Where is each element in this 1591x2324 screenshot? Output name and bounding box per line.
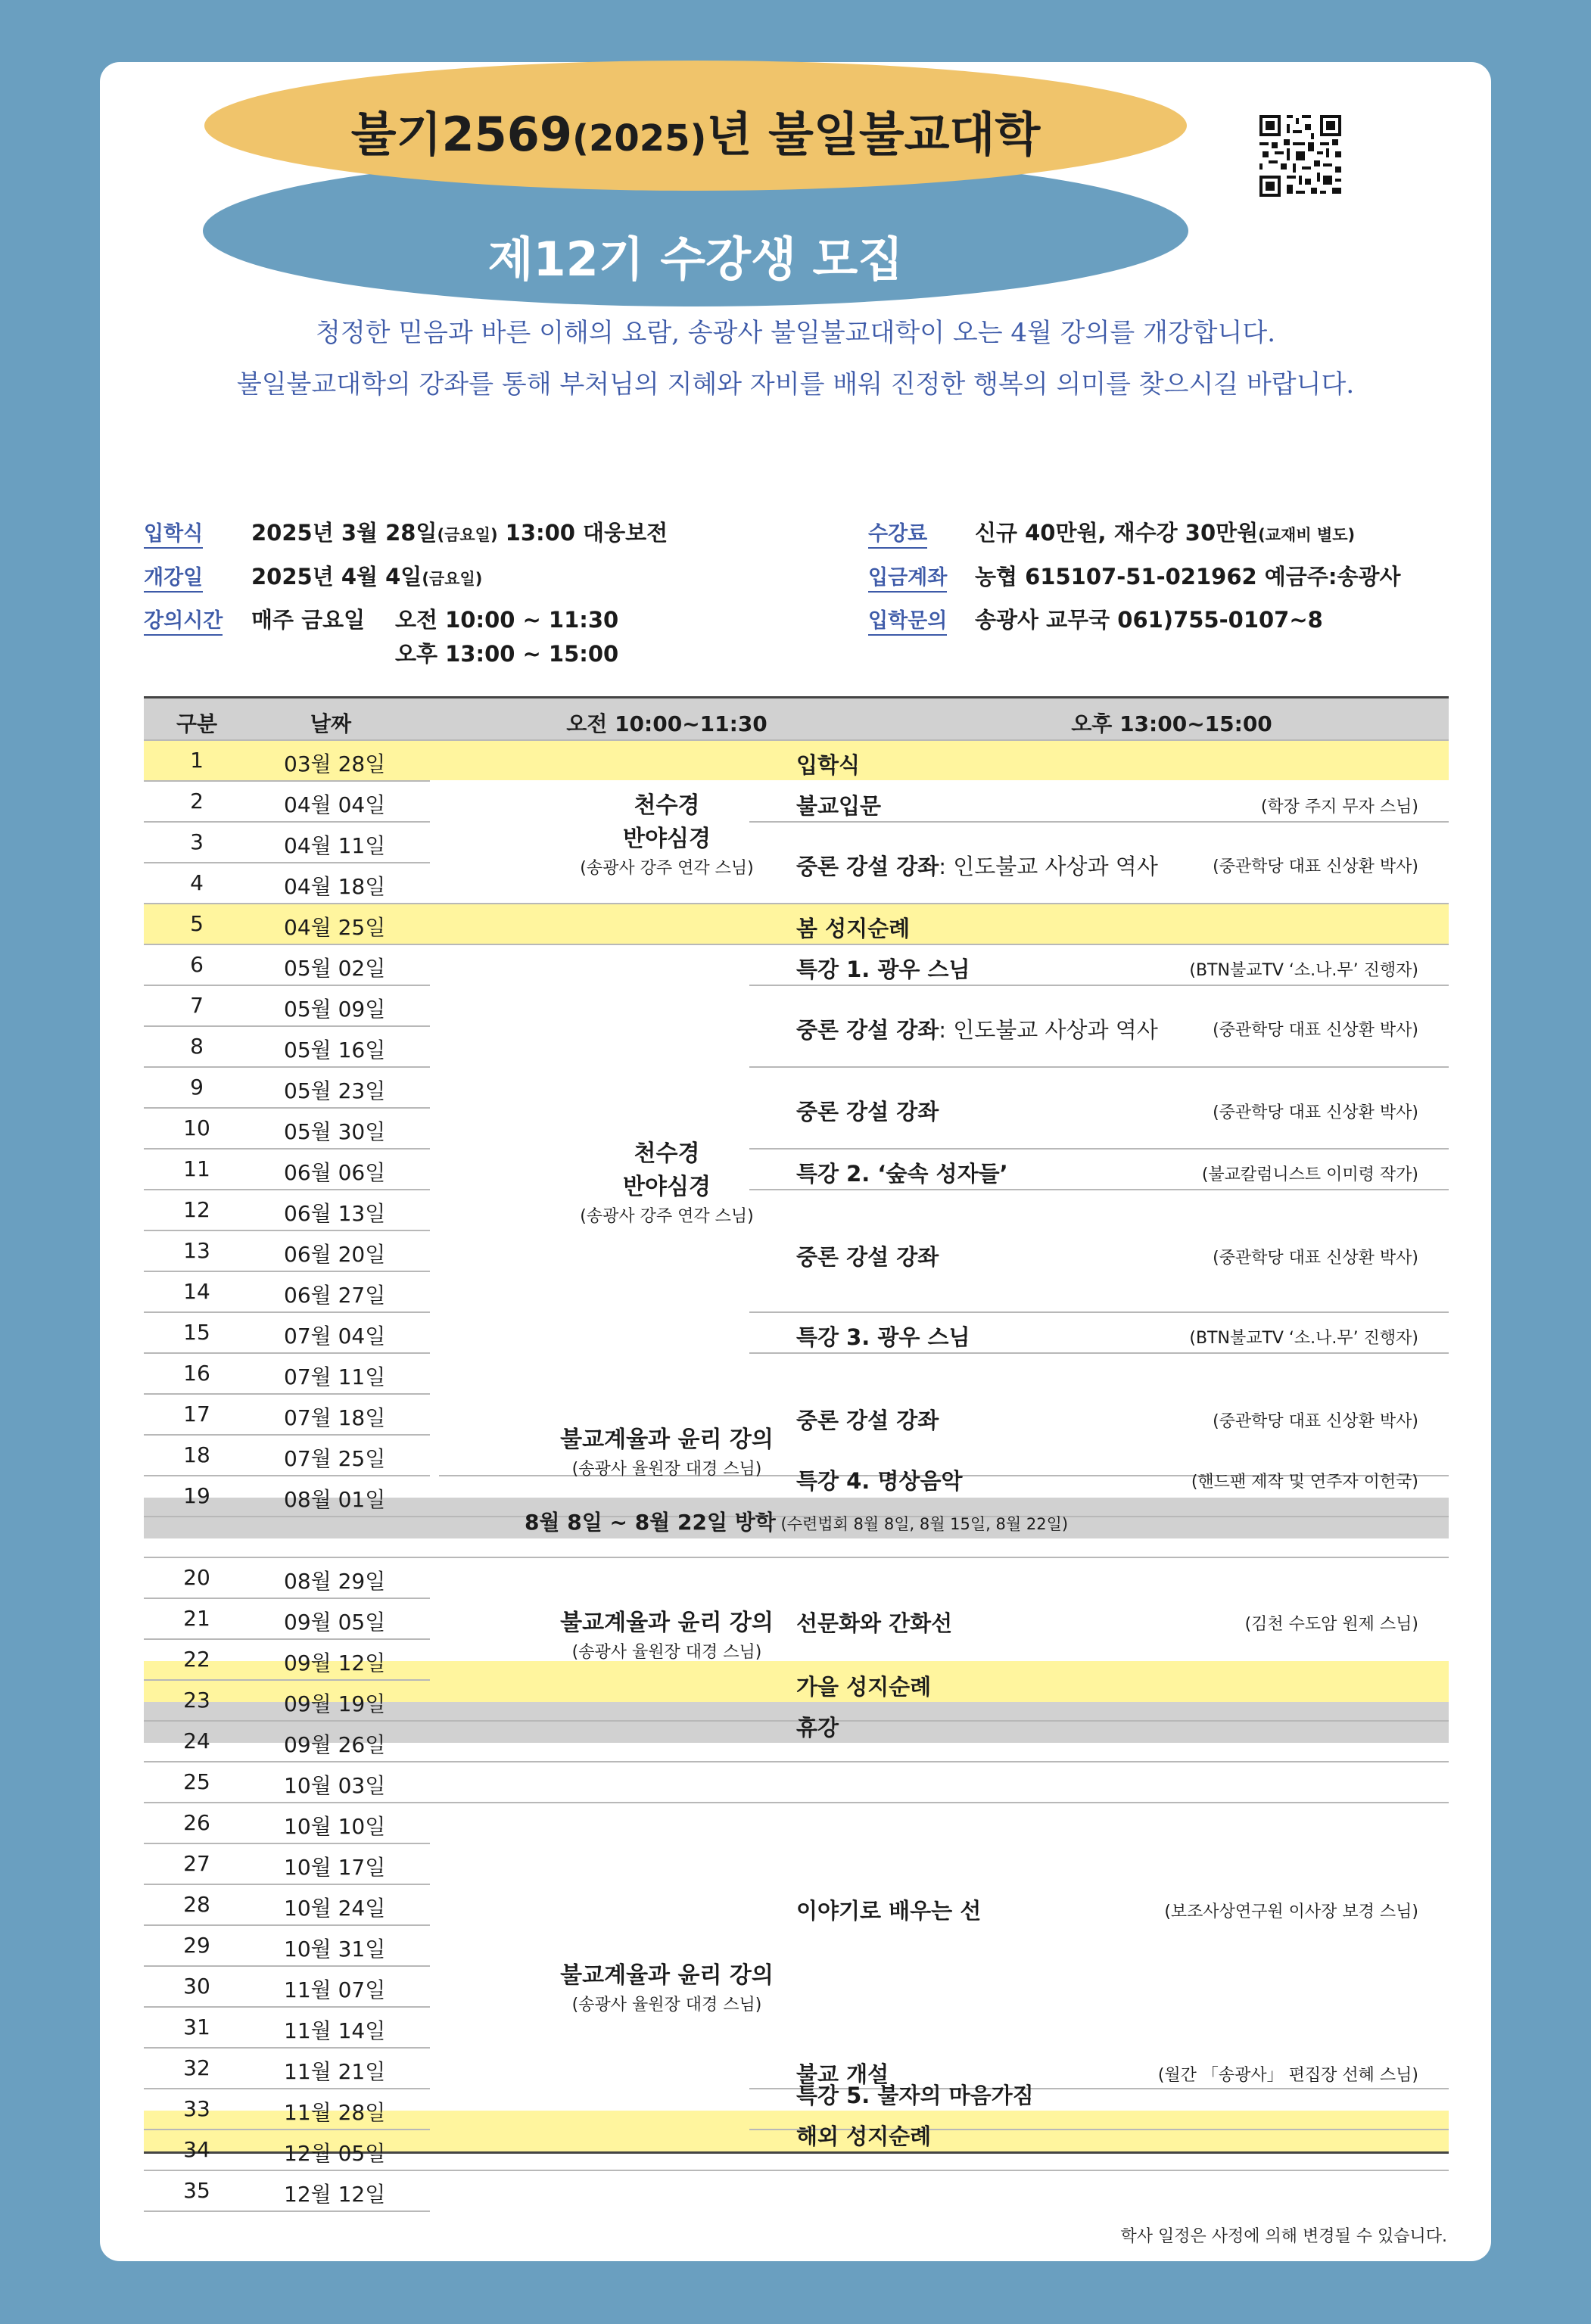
row-date: 04월 25일: [284, 915, 386, 940]
grid-line: [144, 1638, 430, 1640]
row-num: 35: [183, 2178, 210, 2203]
row-num: 9: [190, 1075, 204, 1100]
row-date: 12월 12일: [284, 2182, 386, 2207]
grid-line: [144, 1557, 1449, 1558]
header-num: 구분: [176, 711, 218, 736]
title-ellipse: [204, 61, 1187, 191]
header-am: 오전 10:00~11:30: [566, 711, 767, 736]
grid-line: [144, 2210, 430, 2212]
pm-lecture-4: 중론 강설 강좌: 인도불교 사상과 역사: [796, 1017, 1158, 1043]
opening-label: 개강일: [144, 561, 203, 593]
row-num: 2: [190, 789, 204, 814]
pm-lecturer-1: (학장 주지 무자 스님): [1260, 798, 1418, 817]
grid-line: [144, 1802, 1449, 1803]
account-label: 입금계좌: [868, 561, 947, 593]
row-date: 06월 06일: [284, 1160, 386, 1185]
grid-line: [144, 821, 430, 823]
intro-line-1: 청정한 믿음과 바른 이해의 요람, 송광사 불일불교대학이 오는 4월 강의를 개강합니다.: [315, 318, 1276, 348]
row-num: 7: [190, 993, 204, 1018]
row-date: 07월 11일: [284, 1364, 386, 1389]
event-spring-pilgrimage: 봄 성지순례: [796, 916, 911, 941]
grid-line: [144, 1352, 430, 1354]
pm-lecture-3: 특강 1. 광우 스님: [796, 957, 970, 982]
pm-lecture-8: 특강 3. 광우 스님: [796, 1324, 970, 1350]
row-date: 04월 11일: [284, 833, 386, 858]
pm-lecturer-2: (중관학당 대표 신상환 박사): [1213, 857, 1418, 876]
pm-lecture-7: 중론 강설 강좌: [796, 1244, 939, 1270]
row-num: 12: [183, 1197, 210, 1222]
grid-line: [144, 1189, 430, 1190]
grid-line: [749, 1066, 1449, 1068]
row-date: 05월 02일: [284, 956, 386, 981]
row-num: 21: [183, 1606, 210, 1631]
row-date: 09월 19일: [284, 1691, 386, 1716]
am-block-4: 불교계율과 윤리 강의 (송광사 율원장 대경 스님): [560, 1610, 774, 1662]
pm-lecturer-3: (BTN불교TV ‘소.나.무’ 진행자): [1189, 961, 1418, 980]
pm-lecturer-7: (중관학당 대표 신상환 박사): [1213, 1249, 1418, 1268]
row-num: 31: [183, 2014, 210, 2039]
pm-lecture-11: 선문화와 간화선: [796, 1610, 953, 1636]
row-date: 06월 13일: [284, 1201, 386, 1226]
row-date: 07월 18일: [284, 1405, 386, 1430]
grid-line: [144, 2006, 430, 2008]
row-num: 34: [183, 2137, 210, 2162]
row-date: 10월 31일: [284, 1937, 386, 1962]
grid-line: [144, 1434, 430, 1436]
grid-line: [144, 780, 430, 782]
pm-lecturer-6: (불교칼럼니스트 이미령 작가): [1201, 1165, 1418, 1184]
pm-lecture-14: 특강 5. 불자의 마음가짐: [796, 2083, 1034, 2108]
row-date: 09월 05일: [284, 1610, 386, 1635]
grid-line: [144, 1025, 430, 1027]
row-num: 28: [183, 1892, 210, 1917]
row-date: 08월 29일: [284, 1569, 386, 1594]
row-date: 03월 28일: [284, 751, 386, 776]
grid-line: [144, 985, 430, 986]
row-date: 05월 16일: [284, 1038, 386, 1062]
row-num: 10: [183, 1115, 210, 1140]
row-num: 32: [183, 2055, 210, 2080]
am-block-5: 불교계율과 윤리 강의 (송광사 율원장 대경 스님): [560, 1962, 774, 2014]
entrance-value: 2025년 3월 28일(금요일) 13:00 대웅보전: [251, 520, 668, 546]
row-num: 30: [183, 1974, 210, 1999]
event-entrance: 입학식: [796, 752, 861, 778]
row-num: 14: [183, 1279, 210, 1304]
row-num: 6: [190, 952, 204, 977]
am-block-3: 불교계율과 윤리 강의 (송광사 율원장 대경 스님): [560, 1426, 774, 1479]
row-date: 12월 05일: [284, 2141, 386, 2166]
row-date: 08월 01일: [284, 1487, 386, 1512]
row-num: 22: [183, 1647, 210, 1672]
row-num: 25: [183, 1769, 210, 1794]
grid-line: [144, 1679, 430, 1681]
row-num: 29: [183, 1933, 210, 1958]
grid-line: [144, 1924, 430, 1926]
grid-line: [144, 2088, 430, 2089]
time-am: 오전 10:00 ~ 11:30: [395, 607, 619, 633]
pm-lecture-9: 중론 강설 강좌: [796, 1408, 939, 1433]
pm-lecture-1: 불교입문: [796, 793, 882, 819]
grid-line: [144, 1475, 430, 1476]
subtitle: 제12기 수강생 모집: [487, 232, 904, 287]
main-title: 불기2569(2025)년 불일불교대학: [350, 107, 1041, 162]
row-date: 10월 03일: [284, 1773, 386, 1798]
grid-line: [144, 862, 430, 863]
row-date: 06월 27일: [284, 1283, 386, 1308]
time-day: 매주 금요일: [251, 607, 366, 633]
row-num: 19: [183, 1483, 210, 1508]
account-value: 농협 615107-51-021962 예금주:송광사: [975, 564, 1401, 590]
row-num: 1: [190, 748, 204, 773]
grid-line: [144, 1843, 430, 1844]
grid-line: [144, 739, 1449, 741]
vacation-row: 8월 8일 ~ 8월 22일 방학 (수련법회 8월 8일, 8월 15일, 8월 22일): [524, 1510, 1069, 1535]
grid-line: [144, 1311, 430, 1313]
row-num: 33: [183, 2096, 210, 2121]
row-date: 07월 25일: [284, 1446, 386, 1471]
pm-lecturer-8: (BTN불교TV ‘소.나.무’ 진행자): [1189, 1329, 1418, 1348]
am-block-1: 천수경 반야심경 (송광사 강주 연각 스님): [580, 792, 754, 878]
row-date: 04월 18일: [284, 874, 386, 899]
row-num: 18: [183, 1442, 210, 1467]
row-num: 13: [183, 1238, 210, 1263]
event-overseas-pilgrimage: 해외 성지순례: [796, 2123, 932, 2149]
row-num: 16: [183, 1361, 210, 1386]
grid-line: [144, 1761, 1449, 1762]
intro-line-2: 불일불교대학의 강좌를 통해 부처님의 지혜와 자비를 배워 진정한 행복의 의미를 찾으시길 바랍니다.: [236, 369, 1355, 400]
pm-lecture-6: 특강 2. ‘숲속 성자들’: [796, 1161, 1008, 1187]
fee-value: 신규 40만원, 재수강 30만원(교재비 별도): [975, 520, 1356, 546]
row-num: 8: [190, 1034, 204, 1059]
pm-lecturer-10: (핸드팬 제작 및 연주자 이헌국): [1191, 1473, 1418, 1492]
row-num: 5: [190, 911, 204, 936]
am-block-2: 천수경 반야심경 (송광사 강주 연각 스님): [580, 1140, 754, 1226]
row-num: 3: [190, 829, 204, 854]
row-date: 11월 07일: [284, 1977, 386, 2002]
contact-value: 송광사 교무국 061)755-0107~8: [975, 607, 1323, 633]
grid-line: [144, 2129, 430, 2130]
row-num: 24: [183, 1728, 210, 1753]
grid-line: [144, 1230, 430, 1231]
row-date: 11월 21일: [284, 2059, 386, 2084]
pm-lecturer-5: (중관학당 대표 신상환 박사): [1213, 1103, 1418, 1122]
grid-line: [144, 903, 1449, 904]
grid-line: [144, 1271, 430, 1272]
row-num: 27: [183, 1851, 210, 1876]
row-num: 26: [183, 1810, 210, 1835]
pm-lecturer-11: (김천 수도암 원제 스님): [1244, 1615, 1418, 1634]
grid-line: [144, 1965, 430, 1967]
entrance-label: 입학식: [144, 517, 203, 549]
grid-line: [749, 1352, 1449, 1354]
grid-line: [144, 1148, 430, 1150]
row-date: 11월 28일: [284, 2100, 386, 2125]
grid-line: [144, 1884, 430, 1885]
row-date: 05월 23일: [284, 1078, 386, 1103]
row-date: 09월 12일: [284, 1650, 386, 1675]
grid-line: [749, 985, 1449, 986]
header-pm: 오후 13:00~15:00: [1071, 711, 1272, 736]
row-num: 4: [190, 870, 204, 895]
row-num: 23: [183, 1688, 210, 1713]
pm-lecture-5: 중론 강설 강좌: [796, 1099, 939, 1125]
footnote: 학사 일정은 사정에 의해 변경될 수 있습니다.: [1120, 2227, 1447, 2246]
pm-lecture-10: 특강 4. 명상음악: [796, 1468, 963, 1494]
pm-lecturer-4: (중관학당 대표 신상환 박사): [1213, 1021, 1418, 1040]
opening-value: 2025년 4월 4일(금요일): [251, 564, 483, 590]
event-autumn-pilgrimage: 가을 성지순례: [796, 1674, 932, 1700]
header-date: 날짜: [310, 711, 352, 736]
row-date: 10월 17일: [284, 1855, 386, 1880]
pm-lecturer-9: (중관학당 대표 신상환 박사): [1213, 1412, 1418, 1431]
row-date: 09월 26일: [284, 1732, 386, 1757]
row-date: 05월 09일: [284, 997, 386, 1022]
row-num: 15: [183, 1320, 210, 1345]
grid-line: [144, 1107, 430, 1109]
time-pm: 오후 13:00 ~ 15:00: [395, 641, 619, 667]
pm-lecturer-13: (월간 「송광사」 편집장 선혜 스님): [1157, 2066, 1418, 2085]
pm-lecture-13: 불교 개설: [796, 2061, 889, 2087]
grid-line: [144, 1393, 430, 1395]
grid-line: [749, 1311, 1449, 1313]
grid-line: [144, 1598, 430, 1599]
contact-label: 입학문의: [868, 604, 947, 636]
row-date: 07월 04일: [284, 1324, 386, 1349]
row-date: 10월 24일: [284, 1896, 386, 1921]
row-num: 20: [183, 1565, 210, 1590]
row-date: 06월 20일: [284, 1242, 386, 1267]
qr-code-icon[interactable]: [1256, 112, 1344, 200]
grid-line: [144, 2170, 1449, 2171]
row-date: 05월 30일: [284, 1119, 386, 1144]
row-date: 04월 04일: [284, 792, 386, 817]
row-date: 11월 14일: [284, 2018, 386, 2043]
pm-lecture-2: 중론 강설 강좌: 인도불교 사상과 역사: [796, 854, 1158, 879]
grid-line: [144, 2047, 430, 2049]
row-date: 10월 10일: [284, 1814, 386, 1839]
fee-label: 수강료: [868, 517, 927, 549]
grid-line: [144, 944, 1449, 945]
row-num: 11: [183, 1156, 210, 1181]
pm-lecturer-12: (보조사상연구원 이사장 보경 스님): [1164, 1902, 1418, 1921]
pm-lecture-12: 이야기로 배우는 선: [796, 1898, 982, 1924]
grid-line: [144, 1066, 430, 1068]
row-num: 17: [183, 1402, 210, 1426]
event-no-class: 휴강: [796, 1715, 839, 1741]
schedule-table: [144, 696, 1449, 2207]
time-label: 강의시간: [144, 604, 223, 636]
